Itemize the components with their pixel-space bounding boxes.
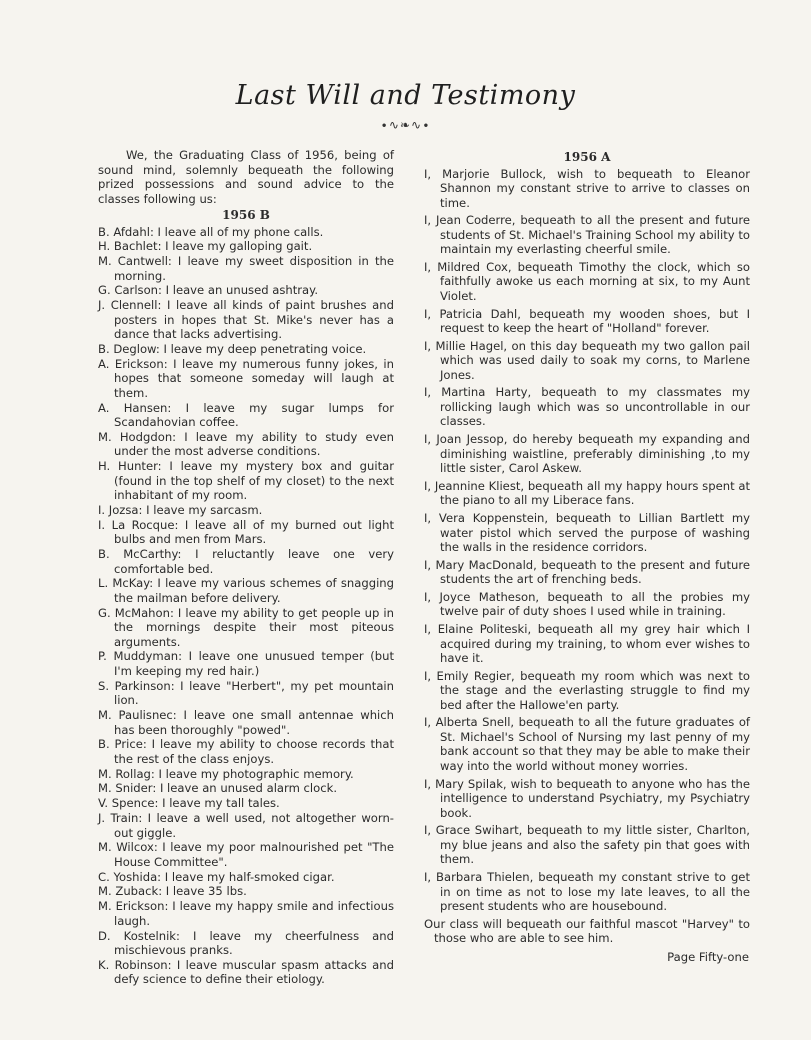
list-item: G. Carlson: I leave an unused ashtray. (98, 283, 319, 298)
left-entry-list (98, 225, 394, 987)
right-entry-list (424, 167, 750, 914)
list-item: A. Hansen: I leave my sugar lumps for Scandahovian coffee. (98, 400, 394, 430)
left-column (98, 148, 394, 987)
list-item: I, Elaine Politeski, bequeath all my grey hair which I acquired during my training, to whom ever wishes to have it. (424, 622, 750, 666)
list-item: B. Price: I leave my ability to choose records that the rest of the class enjoys. (98, 737, 394, 766)
closing-paragraph: Our class will bequeath our faithful mascot "Harvey" to those who are able to see him. (424, 916, 750, 946)
list-item: G. McMahon: I leave my ability to get people up in the mornings despite their most piteous arguments. (98, 605, 394, 649)
list-item: A. Erickson: I leave my numerous funny jokes, in hopes that someone someday will laugh at them. (98, 356, 394, 400)
list-item: M. Zuback: I leave 35 lbs. (98, 884, 247, 899)
list-item: I, Marjorie Bullock, wish to bequeath to Eleanor Shannon my constant strive to arrive to classes on time. (424, 166, 750, 210)
list-item: I. La Rocque: I leave all of my burned out light bulbs and men from Mars. (98, 517, 394, 547)
right-column (424, 148, 750, 946)
list-item: H. Bachlet: I leave my galloping gait. (98, 239, 313, 254)
list-item: V. Spence: I leave my tall tales. (98, 796, 280, 811)
list-item: M. Hodgdon: I leave my ability to study even under the most adverse conditions. (98, 429, 394, 459)
list-item: D. Kostelnik: I leave my cheerfulness and mischievous pranks. (98, 928, 394, 958)
list-item: L. McKay: I leave my various schemes of snagging the mailman before delivery. (98, 576, 394, 605)
list-item: I, Vera Koppenstein, bequeath to Lillian Bartlett my water pistol which served the purpose of washing the walls in the residence corridors. (424, 511, 750, 554)
list-item: I, Millie Hagel, on this day bequeath my two gallon pail which was used daily to soak my corns, to Marlene Jones. (424, 338, 750, 382)
ornament-divider-icon: ∙∿❧∿∙ (380, 118, 431, 132)
list-item: J. Train: I leave a well used, not altogether worn-out giggle. (98, 811, 394, 840)
list-item: B. Deglow: I leave my deep penetrating voice. (98, 341, 367, 356)
list-item: J. Clennell: I leave all kinds of paint brushes and posters in hopes that St. Mike's never has a dance that lacks advertising. (98, 298, 394, 342)
list-item: I, Martina Harty, bequeath to my classmates my rollicking laugh which was so uncontrollable in our classes. (424, 385, 750, 429)
list-item: M. Cantwell: I leave my sweet disposition in the morning. (98, 254, 394, 283)
list-item: M. Paulisnec: I leave one small antennae which has been thoroughly "powed". (98, 708, 394, 737)
page-number: Page Fifty-one (667, 950, 749, 964)
list-item: S. Parkinson: I leave "Herbert", my pet mountain lion. (98, 678, 394, 708)
list-item: I, Barbara Thielen, bequeath my constant strive to get in on time as not to lose my late leaves, to all the present students who are housebound. (424, 870, 750, 913)
list-item: I, Mary Spilak, wish to bequeath to anyone who has the intelligence to understand Psychiatry, my Psychiatry book. (424, 776, 750, 820)
list-item: C. Yoshida: I leave my half-smoked cigar. (98, 869, 335, 884)
list-item: M. Wilcox: I leave my poor malnourished pet "The House Committee". (98, 840, 394, 869)
list-item: I, Emily Regier, bequeath my room which was next to the stage and the everlasting struggle to find my bed after the Hallowe'en party. (424, 668, 750, 712)
list-item: I. Jozsa: I leave my sarcasm. (98, 502, 263, 517)
list-item: I, Patricia Dahl, bequeath my wooden shoes, but I request to keep the heart of "Holland" forever. (424, 306, 750, 336)
list-item: I, Jeannine Kliest, bequeath all my happy hours spent at the piano to all my Liberace fans. (424, 478, 750, 508)
section-heading-1956b: 1956 B (222, 208, 270, 222)
page-title: Last Will and Testimony (235, 80, 576, 111)
list-item: I, Joan Jessop, do hereby bequeath my expanding and diminishing waistline, preferably diminishing ,to my little sister, Carol Askew. (424, 432, 750, 476)
list-item: K. Robinson: I leave muscular spasm attacks and defy science to define their etiology. (98, 957, 394, 987)
list-item: I, Alberta Snell, bequeath to all the future graduates of St. Michael's School of Nursing my last penny of my bank account so that they may be able to make their way into the world without money worries. (424, 715, 750, 773)
intro-paragraph: We, the Graduating Class of 1956, being of sound mind, solemnly bequeath the following prized possessions and sound advice to the classes following us: (98, 148, 394, 206)
list-item: I, Mary MacDonald, bequeath to the present and future students the art of frenching beds. (424, 557, 750, 587)
list-item: H. Hunter: I leave my mystery box and guitar (found in the top shelf of my closet) to the next inhabitant of my room. (98, 459, 394, 503)
list-item: I, Jean Coderre, bequeath to all the present and future students of St. Michael's Training School my ability to maintain my everlasting cheerful smile. (424, 213, 750, 257)
list-item: M. Erickson: I leave my happy smile and infectious laugh. (98, 899, 394, 928)
list-item: M. Snider: I leave an unused alarm clock. (98, 781, 338, 796)
list-item: B. Afdahl: I leave all of my phone calls. (98, 224, 324, 239)
list-item: B. McCarthy: I reluctantly leave one very comfortable bed. (98, 547, 394, 576)
list-item: I, Joyce Matheson, bequeath to all the probies my twelve pair of duty shoes I used while in training. (424, 589, 750, 619)
list-item: P. Muddyman: I leave one unusued temper (but I'm keeping my red hair.) (98, 649, 394, 678)
section-heading-1956a: 1956 A (563, 150, 611, 164)
list-item: M. Rollag: I leave my photographic memory. (98, 766, 354, 781)
list-item: I, Grace Swihart, bequeath to my little sister, Charlton, my blue jeans and also the safety pin that goes with them. (424, 823, 750, 867)
list-item: I, Mildred Cox, bequeath Timothy the clock, which so faithfully awoke us each morning at six, to my Aunt Violet. (424, 259, 750, 303)
